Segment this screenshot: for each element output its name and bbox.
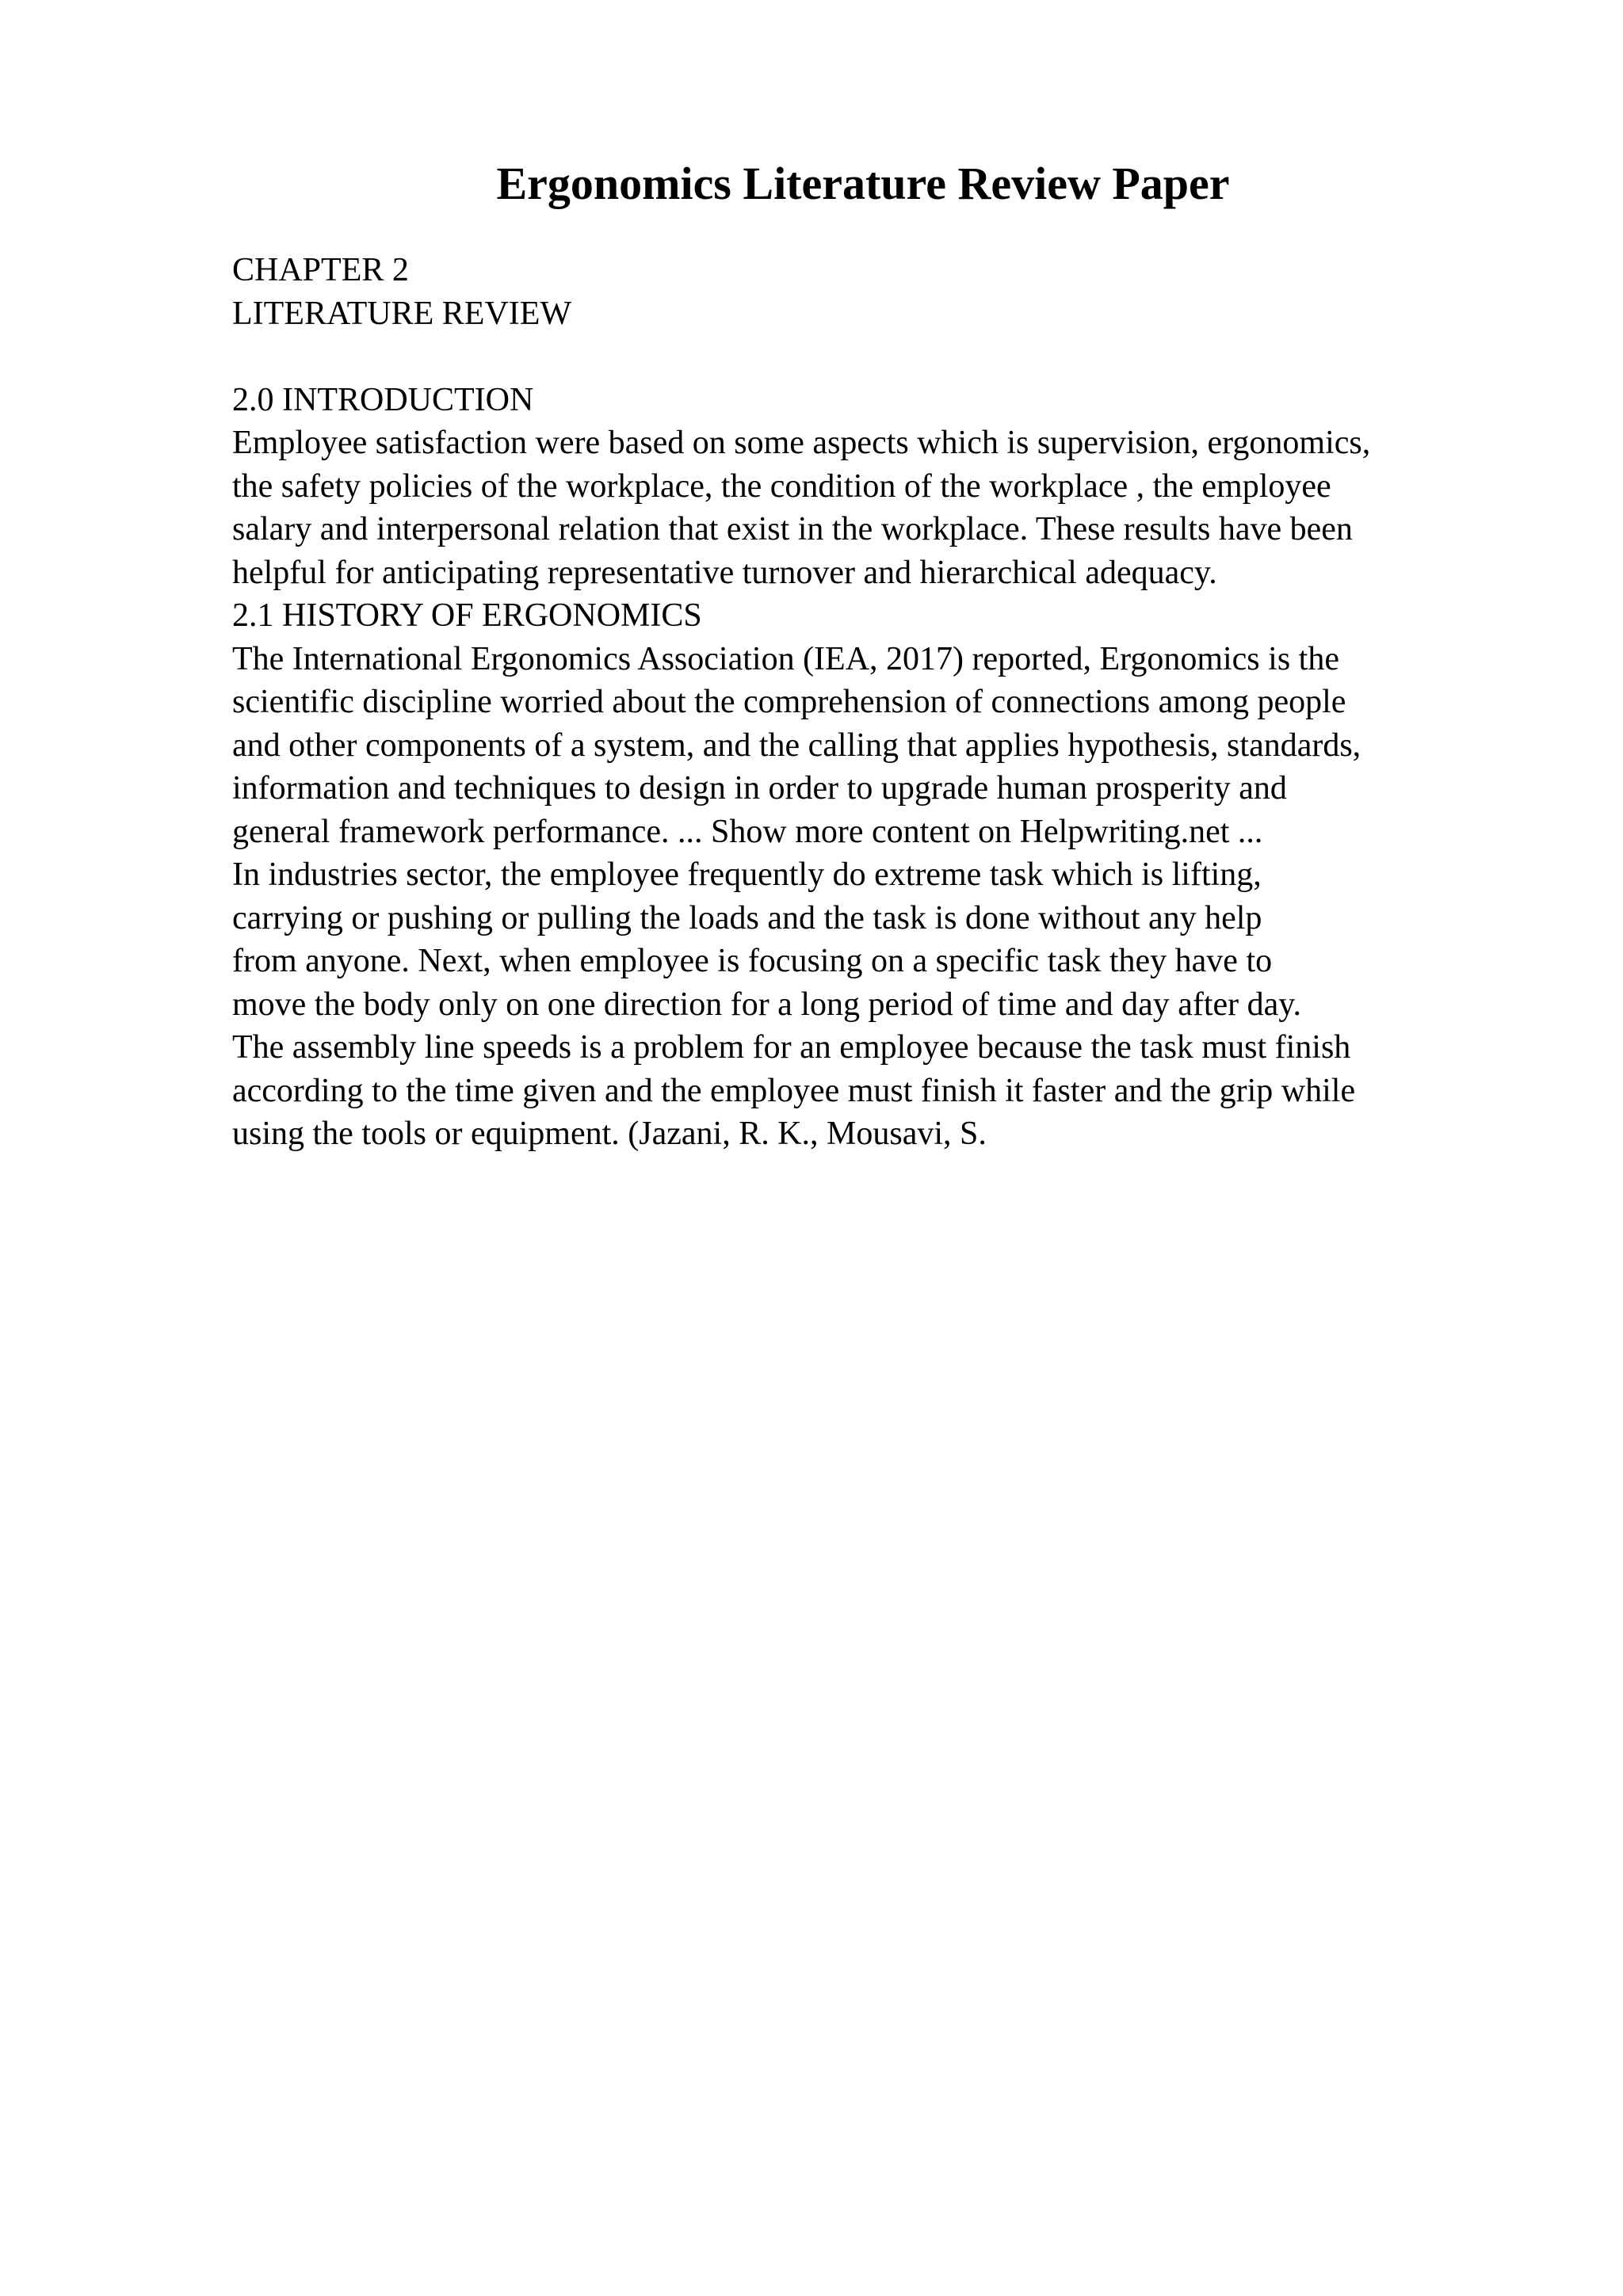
paragraph-line: Employee satisfaction were based on some aspects which is supervision, ergonomics, bbox=[232, 425, 1371, 461]
document-body bbox=[232, 249, 1595, 1156]
chapter-title: LITERATURE REVIEW bbox=[232, 295, 572, 332]
paragraph-line: move the body only on one direction for a long period of time and day after day. bbox=[232, 986, 1302, 1023]
chapter-number: CHAPTER 2 bbox=[232, 252, 409, 288]
paragraph-line: The International Ergonomics Association (IEA, 2017) reported, Ergonomics is the bbox=[232, 640, 1339, 677]
paragraph-line: general framework performance. ... Show more content on Helpwriting.net ... bbox=[232, 813, 1263, 850]
section-heading-introduction: 2.0 INTRODUCTION bbox=[232, 381, 534, 418]
paragraph-line: and other components of a system, and the calling that applies hypothesis, standards, bbox=[232, 727, 1361, 764]
paragraph-line: using the tools or equipment. (Jazani, R. K., Mousavi, S. bbox=[232, 1116, 987, 1152]
paragraph-line: carrying or pushing or pulling the loads and the task is done without any help bbox=[232, 899, 1262, 936]
paragraph-line: according to the time given and the employee must finish it faster and the grip while bbox=[232, 1072, 1356, 1109]
paragraph-line: from anyone. Next, when employee is focusing on a specific task they have to bbox=[232, 943, 1273, 979]
paragraph-line: the safety policies of the workplace, the condition of the workplace , the employee bbox=[232, 467, 1331, 505]
section-heading-history: 2.1 HISTORY OF ERGONOMICS bbox=[232, 597, 702, 634]
paragraph-line: In industries sector, the employee frequently do extreme task which is lifting, bbox=[232, 856, 1262, 893]
paragraph-line: The assembly line speeds is a problem for an employee because the task must finish bbox=[232, 1029, 1351, 1066]
paragraph-line: scientific discipline worried about the comprehension of connections among people bbox=[232, 684, 1346, 720]
paragraph-line: information and techniques to design in order to upgrade human prosperity and bbox=[232, 770, 1287, 807]
paragraph-line: salary and interpersonal relation that exist in the workplace. These results have been bbox=[232, 511, 1353, 547]
document-title: Ergonomics Literature Review Paper bbox=[496, 158, 1230, 209]
spacer bbox=[232, 335, 1595, 379]
paragraph-line: helpful for anticipating representative turnover and hierarchical adequacy. bbox=[232, 554, 1217, 591]
